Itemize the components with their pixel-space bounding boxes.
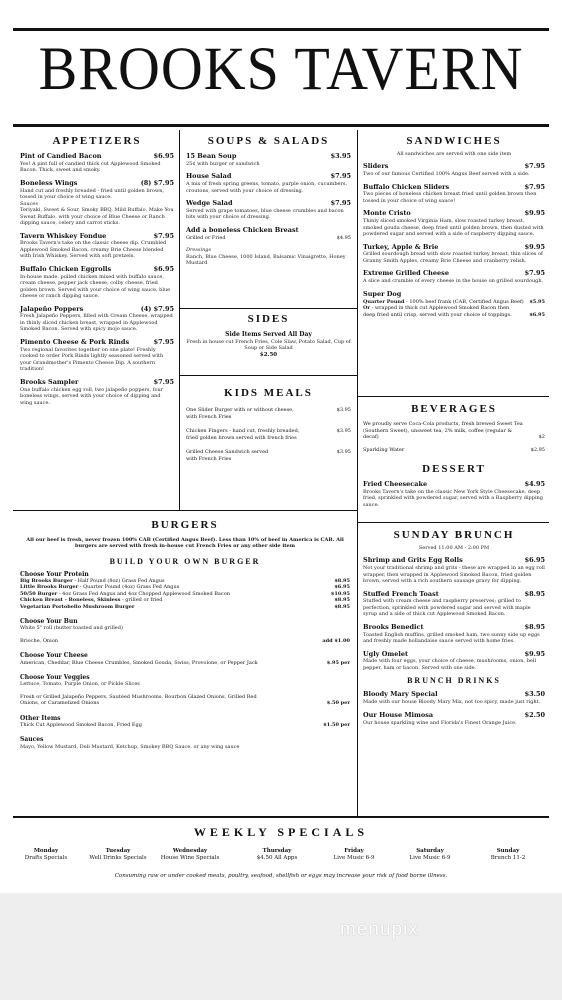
weekly-day: [16, 848, 76, 863]
sides-title: Side Items Served All Day: [225, 331, 312, 338]
bun-desc: White 5" roll (butter toasted and grilled): [20, 625, 123, 632]
weekly-day: [88, 848, 148, 863]
appetizers-list: [20, 153, 174, 406]
option-price: $8.95: [334, 577, 350, 584]
sandwiches-heading: SANDWICHES: [406, 135, 502, 147]
veggies-desc: Lettuce, Tomato, Purple Onion, or Pickle Slices: [20, 681, 140, 688]
item-desc: Grilled Cheese Sandwich served with French Fries: [186, 449, 269, 462]
item-name: Extreme Grilled Cheese: [363, 269, 449, 278]
brunch-section: [363, 530, 545, 726]
soups-heading: SOUPS & SALADS: [207, 135, 330, 147]
option-price: add $1.00: [322, 637, 350, 644]
beverages-heading: BEVERAGES: [411, 403, 497, 415]
weekly-day: [247, 848, 307, 863]
item-price: $6.95: [524, 556, 545, 565]
option-detail: Thick Cut Applewood Smoked Bacon, Fried Egg: [20, 721, 142, 728]
burgers-section: [20, 520, 350, 750]
option-detail: - Quarter Pound (4oz) Grass Fed Angus: [78, 584, 180, 591]
dessert-section: [363, 464, 545, 508]
sandwiches-sub: All sandwiches are served with one side item: [396, 151, 512, 157]
item-name: Brooks Sampler: [20, 377, 79, 386]
item-price: $7.95: [330, 172, 351, 181]
item-name: Stuffed French Toast: [363, 589, 439, 598]
menu-item: [363, 244, 545, 265]
item-name: Add a boneless Chicken Breast: [186, 225, 299, 234]
item-desc: Brooks Tavern's take on the classic New York Style Cheesecake, deep fried, sprinkled with powdered sugar, served with a Raspberry dipping sauce.: [363, 488, 543, 508]
beverages-drinks: [363, 421, 545, 441]
option-detail: - grilled or fried: [120, 597, 163, 604]
item-price: $6.95: [153, 264, 174, 273]
brunch-drinks-heading: BRUNCH DRINKS: [407, 676, 501, 686]
menu-item: [20, 153, 174, 174]
menu-item: [186, 153, 351, 167]
weekly-day: [324, 848, 384, 863]
item-name: House Salad: [186, 172, 232, 181]
sandwiches-section: [363, 136, 545, 318]
food-disclaimer: Consuming raw or under cooked meats, poultry, seafood, shellfish or eggs may increase your risk of food borne illness.: [114, 873, 448, 879]
item-price: $9.95: [524, 209, 545, 218]
menu-item: [186, 173, 351, 194]
veggies-heading: Choose Your Veggies: [20, 674, 90, 682]
item-price: $2.50: [524, 710, 545, 719]
menu-item: [363, 591, 545, 618]
item-name: Pimento Cheese & Pork Rinds: [20, 337, 130, 346]
menu-item: [186, 407, 351, 420]
option-name: Chicken Breast - Boneless, Skinless: [20, 597, 121, 604]
menu-item: [363, 291, 545, 318]
item-desc: Sparkling Water: [363, 446, 405, 453]
menu-item: [20, 233, 174, 260]
day-special: House Wine Specials: [160, 855, 220, 862]
item-name: Pint of Candied Bacon: [20, 152, 102, 160]
item-price: $8.95: [524, 589, 545, 598]
weekly-day: [160, 848, 220, 863]
item-name: Super Dog: [363, 289, 402, 298]
divider-sides: [180, 308, 357, 309]
item-desc: We proudly serve Coca-Cola products, fresh brewed Sweet Tea (Southern Sweet), unsweet tea, 2% milk, coffee (regular & decaf): [363, 421, 523, 440]
item-price: $5.95: [529, 298, 545, 305]
item-price: $4.95: [336, 234, 351, 241]
veggies-extra: [20, 694, 350, 707]
option-price: $6.95: [334, 584, 350, 591]
day-name: Wednesday: [172, 848, 208, 854]
item-price: (4) $7.95: [140, 304, 174, 313]
option-detail: - 4oz Grass Fed Angus and 4oz Chopped Applewood Smoked Bacon: [57, 590, 230, 597]
item-desc: In-house made, pulled chicken mixed with buffalo sauce, cream cheese, pepper jack cheese, colby cheese, fried golden brown. Served with your choice of wing sauce, blue cheese or ranch dipping sauce.: [20, 273, 171, 300]
dressings-label: Dressings: [186, 247, 212, 254]
menu-item: [186, 227, 351, 241]
item-desc: One Slider Burger with or without cheese, with French Fries: [186, 407, 294, 420]
bun-extra: [20, 638, 350, 645]
menu-item: [363, 210, 545, 237]
protein-option: [20, 604, 350, 611]
item-name: Wedge Salad: [186, 199, 233, 208]
dessert-heading: DESSERT: [422, 463, 486, 475]
day-name: Monday: [33, 848, 59, 854]
dressings-block: [186, 247, 351, 267]
menu-item: [363, 184, 545, 205]
beverages-section: [363, 404, 545, 453]
appetizers-heading: APPETIZERS: [52, 135, 142, 147]
item-price: $7.95: [153, 231, 174, 240]
menu-item: [363, 163, 545, 177]
item-price: $7.95: [524, 269, 545, 278]
option-name: Vegetarian Portobello Mushroom Burger: [20, 603, 135, 610]
item-desc: Grilled sourdough bread with slow roasted turkey breast, thin slices of Granny Smith Apples, creamy Brie Cheese and cranberry relish.: [363, 251, 543, 264]
sauces-label: Sauces: [20, 200, 38, 207]
item-name: Tavern Whiskey Fondue: [20, 231, 107, 240]
other-options: [20, 722, 350, 729]
dressings-list: Ranch, Blue Cheese, 1000 Island, Balsamic Vinaigrette, Honey Mustard: [186, 253, 346, 267]
option-detail: - Half Pound (8oz) Grass Fed Angus: [72, 577, 165, 584]
item-desc: Thinly sliced smoked Virginia Ham, slow roasted turkey breast, smoked gouda cheese, deep fried until golden brown, then dusted with powdered sugar and served with a side of raspberry dipping sauce.: [363, 218, 544, 238]
item-price: $7.95: [524, 162, 545, 171]
sauces-list: Mayo, Yellow Mustard, Deli Mustard, Ketchup, Smokey BBQ Sauce, or any wing sauce: [20, 743, 240, 750]
item-desc: One buffalo chicken egg roll, two jalapeño poppers, four boneless wings, served with your choice of dipping and wing sauce.: [20, 386, 164, 406]
title-underline: [13, 124, 549, 127]
day-name: Sunday: [496, 848, 520, 854]
item-price: $7.95: [153, 337, 174, 346]
day-special: Live Music 6-9: [409, 855, 451, 862]
day-name: Tuesday: [105, 848, 131, 854]
item-price: $9.95: [524, 242, 545, 251]
item-price: $3.95: [336, 449, 351, 455]
item-price: $4.95: [524, 480, 545, 488]
item-price: $2: [538, 434, 545, 440]
item-desc: Two of our famous Certified 100% Angus Beef served with a side.: [363, 171, 530, 178]
item-name: Bloody Mary Special: [363, 690, 438, 699]
item-name: Buffalo Chicken Eggrolls: [20, 264, 112, 273]
menu-item: [363, 270, 545, 284]
protein-heading: Choose Your Protein: [20, 570, 89, 578]
item-price: $9.95: [524, 649, 545, 658]
item-desc: Our house sparkling wine and Florida's Finest Orange Juice.: [363, 719, 517, 726]
divider-beverages: [358, 396, 549, 397]
item-price: $8.95: [524, 622, 545, 631]
sauces-block: [20, 736, 350, 750]
sauces-heading: Sauces: [20, 736, 44, 744]
item-price: $3.50: [524, 690, 545, 699]
option-detail: Fresh or Grilled Jalapeño Peppers, Sautéed Mushrooms, Bourbon Glazed Onions, Grilled Red Onions, or Caramelized Onions: [20, 693, 257, 707]
weekly-day: [400, 848, 460, 863]
item-name: Turkey, Apple & Brie: [363, 242, 439, 251]
item-desc: Not your traditional shrimp and grits - these are wrapped in an egg roll wrapper, then wrapped in Applewood Smoked Bacon, fried golden brown, served with a rich southern sausage gravy for dipping.: [363, 565, 545, 585]
menu-item: [363, 691, 545, 705]
menu-item: [20, 306, 174, 333]
sides-heading: SIDES: [247, 313, 290, 325]
item-desc: Two pieces of boneless chicken breast fried until golden brown then tossed in your choice of wing sauce!: [363, 191, 537, 204]
item-desc: Chicken Fingers - hand cut, freshly breaded, fried golden brown served with french fries: [186, 428, 300, 441]
divider-right: [357, 130, 358, 816]
item-name: Monte Cristo: [363, 209, 411, 218]
cheese-options: [20, 660, 350, 667]
other-block: [20, 715, 350, 729]
item-desc: Fresh Jalapeño Peppers, filled with Cream Cheese, wrapped in thinly sliced chicken breast, wrapped in Applewood Smoked Bacon. Served with spicy mojo sauce.: [20, 313, 173, 333]
menupix-watermark: menupix: [340, 919, 419, 940]
item-desc: 25¢ with burger or sandwich: [186, 160, 260, 167]
day-name: Thursday: [262, 848, 292, 854]
item-name: Our House Mimosa: [363, 710, 434, 719]
restaurant-title: BROOKS TAVERN: [38, 34, 524, 103]
sides-price: $2.50: [259, 351, 278, 358]
item-desc: Hand cut and freshly breaded - fried until golden brown, tossed in your choice of wing sauce.: [20, 187, 165, 201]
menu-item: [363, 712, 545, 726]
item-name: Buffalo Chicken Sliders: [363, 182, 450, 191]
item-price: $6.95: [153, 152, 174, 160]
beverages-sparkling: [363, 447, 545, 454]
sides-section: [186, 314, 351, 358]
superdog-wrapped: [363, 305, 545, 318]
item-price: $3.95: [336, 428, 351, 434]
menu-item: [186, 200, 351, 221]
item-label: Quarter Pound: [363, 298, 405, 305]
day-special: Live Music 6-9: [333, 855, 375, 862]
option-price: $1.50 per: [323, 721, 350, 728]
item-desc: A slice and crumble of every cheese in the house on grilled sourdough.: [363, 278, 544, 285]
appetizers-section: [20, 136, 174, 406]
item-desc: Toasted English muffins, grilled smoked ham, two sunny side up eggs and freshly made hollandaise sauce served with home fries.: [363, 631, 540, 645]
item-name: Boneless Wings: [20, 178, 78, 187]
day-special: Brunch 11-2: [490, 855, 526, 862]
item-desc: Brooks Tavern's take on the classic cheese dip. Crumbled Applewood Smoked Bacon, creamy Brie Cheese blended with Irish Whiskey. Served with soft pretzels.: [20, 240, 167, 260]
option-name: Big Brooks Burger: [20, 577, 73, 584]
kids-heading: KIDS MEALS: [224, 387, 313, 399]
menu-item: [363, 481, 545, 508]
divider-left: [179, 130, 180, 510]
divider-burgers: [13, 510, 357, 511]
item-price: $7.95: [524, 182, 545, 191]
veggies-block: [20, 674, 350, 707]
item-name: Shrimp and Grits Egg Rolls: [363, 556, 463, 565]
divider-brunch: [358, 522, 549, 523]
item-price: $6.95: [529, 311, 545, 318]
item-desc: Two regional favorites together on one plate! Freshly cooked to order Pork Rinds lightly seasoned served with your Grandmother's Pimento Cheese Dip. A southern tradition!: [20, 346, 164, 373]
item-name: Brooks Benedict: [363, 622, 424, 631]
day-special: $4.50 All Apps: [256, 855, 298, 862]
item-price: $2.95: [530, 446, 545, 453]
sides-desc: Fresh in house cut French Fries, Cole Slaw, Potato Salad, Cup of Soup or Side Salad: [186, 338, 351, 351]
cheese-block: [20, 652, 350, 666]
other-heading: Other Items: [20, 714, 61, 722]
item-label: Or: [363, 305, 370, 312]
item-desc: A mix of fresh spring greens, tomato, purple onion, cucumbers, croutons, served with your choice of dressing.: [186, 181, 348, 194]
item-desc: Grilled or Fried: [186, 234, 226, 241]
option-price: $10.95: [330, 590, 350, 597]
burgers-intro: All our beef is fresh, never frozen 100% CAB (Certified Angus Beef). Less than 10% of beef in America is CAB. All burgers are served with fresh in-house cut French Fries or any other side item: [26, 537, 344, 550]
menu-item: [363, 557, 545, 584]
bun-block: [20, 618, 350, 644]
option-name: Little Brooks Burger: [20, 584, 79, 591]
kids-section: [186, 388, 351, 462]
top-border: [13, 28, 549, 31]
menu-item: [186, 428, 351, 441]
item-desc: Served with grape tomatoes, blue cheese crumbles and bacon bits with your choice of dressing.: [186, 207, 344, 221]
item-desc: Made with four eggs, your choice of cheese, mushrooms, onion, bell pepper, ham or bacon. Served with one side.: [363, 658, 537, 671]
item-name: Fried Cheesecake: [363, 480, 428, 488]
item-price: (8) $7.95: [140, 178, 174, 187]
option-detail: Brioche, Onion: [20, 637, 58, 644]
menu-item: [20, 266, 174, 300]
brunch-heading: SUNDAY BRUNCH: [393, 529, 515, 541]
option-name: 50/50 Burger: [20, 590, 58, 597]
option-detail: American, Cheddar, Blue Cheese Crumbles, Smoked Gouda, Swiss, Provolone, or Pepper Jack: [20, 659, 258, 666]
burgers-heading: BURGERS: [151, 519, 219, 531]
menu-item: [20, 339, 174, 373]
item-price: $3.95: [330, 152, 351, 160]
item-name: 15 Bean Soup: [186, 152, 237, 160]
day-name: Friday: [344, 848, 364, 854]
brunch-hours: Served 11:00 AM - 2:00 PM: [418, 545, 490, 551]
soups-section: [186, 136, 351, 267]
menu-item: [363, 651, 545, 672]
weekly-heading: WEEKLY SPECIALS: [193, 825, 369, 839]
option-price: $8.95: [334, 597, 350, 604]
day-special: Well Drinks Specials: [89, 855, 147, 862]
menu-item: [20, 379, 174, 406]
weekly-top-border: [13, 816, 549, 818]
item-price: $7.95: [153, 377, 174, 386]
menu-item: [186, 449, 351, 462]
divider-kids: [180, 375, 357, 376]
item-name: Ugly Omelet: [363, 649, 409, 658]
item-desc: - 100% beef frank (CAB, Certified Angus Beef): [404, 298, 524, 305]
item-price: $3.95: [336, 407, 351, 413]
item-price: $7.95: [330, 199, 351, 208]
option-price: $.95 per: [326, 659, 350, 666]
item-desc: Stuffed with cream cheese and raspberry preserves; grilled to perfection, sprinkled with powdered sugar and served with maple syrup and a side of thick cut Applewood Smoked Bacon.: [363, 598, 531, 618]
menu-item: [20, 180, 174, 227]
cheese-heading: Choose Your Cheese: [20, 652, 88, 660]
item-desc: - wrapped in thick cut Applewood Smoked Bacon then deep fried until crisp, served with your choice of toppings.: [363, 305, 512, 318]
item-name: Sliders: [363, 162, 389, 171]
bun-heading: Choose Your Bun: [20, 618, 78, 626]
item-desc: Made with our house Bloody Mary Mix, not too spicy, made just right.: [363, 699, 541, 706]
item-desc: Yes! A pint full of candied thick cut Applewood Smoked Bacon. Thick, sweet and smoky.: [20, 160, 161, 174]
byo-heading: BUILD YOUR OWN BURGER: [109, 556, 261, 566]
item-name: Jalapeño Poppers: [20, 304, 84, 313]
day-name: Saturday: [416, 848, 444, 854]
menu-item: [363, 624, 545, 645]
protein-block: [20, 571, 350, 611]
sauces-desc: Teriyaki, Sweet & Sour, Smoky BBQ, Mild Buffalo, Make You Sweat Buffalo, with your choice of Blue Cheese or Ranch dipping sauce, celery and carrot sticks.: [20, 207, 174, 227]
weekly-day: [478, 848, 538, 863]
day-special: Drafts Specials: [24, 855, 68, 862]
option-price: $8.95: [334, 603, 350, 610]
option-price: $.50 per: [326, 700, 350, 707]
